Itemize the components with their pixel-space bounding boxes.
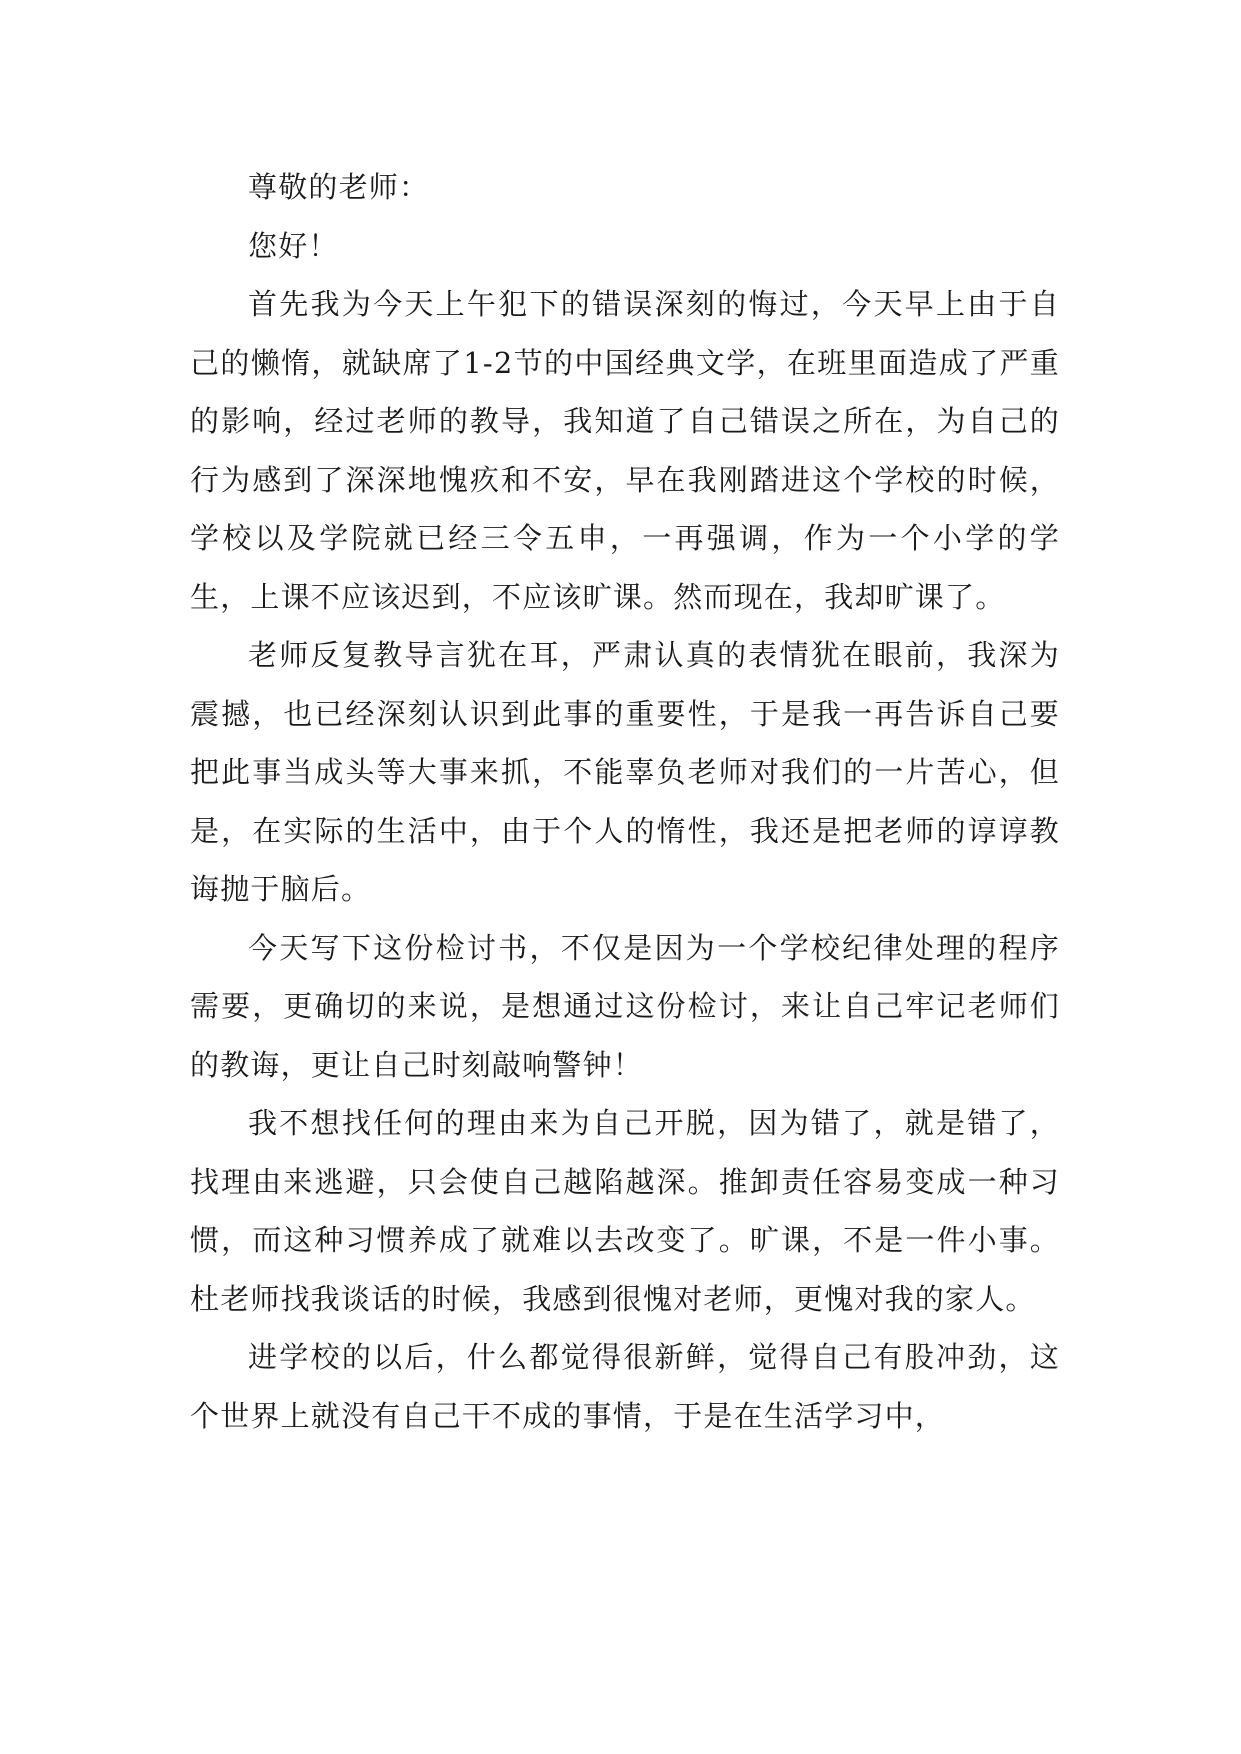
greeting: 您好！ — [248, 228, 339, 263]
paragraph-2: 老师反复教导言犹在耳，严肃认真的表情犹在眼前，我深为震撼，也已经深刻认识到此事的重要性，于是我一再告诉自己要把此事当成头等大事来抓，不能辜负老师对我们的一片苦心，但是，在实际的生活中，由于个人的惰性，我还是把老师的谆谆教诲抛于脑后。 — [190, 638, 1060, 906]
paragraph-5: 进学校的以后，什么都觉得很新鲜，觉得自己有股冲劲，这个世界上就没有自己干不成的事情，于是在生活学习中， — [190, 1340, 1060, 1433]
paragraph-1: 首先我为今天上午犯下的错误深刻的悔过，今天早上由于自己的懒惰，就缺席了1-2节的中国经典文学，在班里面造成了严重的影响，经过老师的教导，我知道了自己错误之所在，为自己的行为感到了深深地愧疚和不安，早在我刚踏进这个学校的时候，学校以及学院就已经三令五申，一再强调，作为一个小学的学生，上课不应该迟到，不应该旷课。然而现在，我却旷课了。 — [190, 287, 1060, 614]
paragraph-3: 今天写下这份检讨书，不仅是因为一个学校纪律处理的程序需要，更确切的来说，是想通过这份检讨，来让自己牢记老师们的教诲，更让自己时刻敲响警钟！ — [190, 930, 1060, 1082]
letter-body — [190, 158, 1060, 1445]
paragraph-4: 我不想找任何的理由来为自己开脱，因为错了，就是错了，找理由来逃避，只会使自己越陷越深。推卸责任容易变成一种习惯，而这种习惯养成了就难以去改变了。旷课，不是一件小事。杜老师找我谈话的时候，我感到很愧对老师，更愧对我的家人。 — [190, 1106, 1060, 1316]
salutation: 尊敬的老师： — [248, 170, 430, 204]
